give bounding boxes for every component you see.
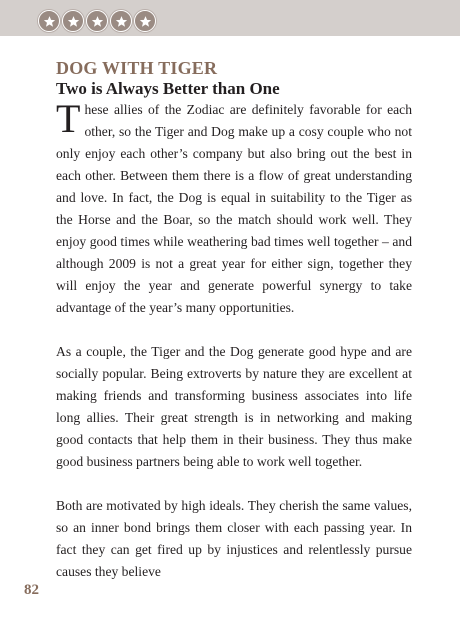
paragraph-1-text: hese allies of the Zodiac are definitely favorable for each other, so the Tiger and Dog make up a cosy couple who not only enjoy each other’s company but also bring out the best in each other. Between them there is a flow of great understanding and love. In fact, the Dog is equal in suitability to the Tiger as the Horse and the Boar, so the match should work well. They enjoy good times while weathering bad times well together – and although 2009 is not a great year for either sign, together they will enjoy the year and generate powerful synergy to take advantage of the year’s many opportunities. [56, 102, 412, 315]
star-icon [62, 10, 84, 32]
drop-cap: T [56, 96, 81, 141]
star-icon [86, 10, 108, 32]
paragraph-1 [56, 96, 412, 319]
page-number: 82 [24, 582, 39, 598]
rating-stars [38, 10, 156, 32]
article-body [56, 58, 412, 583]
star-icon [38, 10, 60, 32]
header-band [0, 0, 460, 36]
section-heading: DOG WITH TIGER [56, 58, 218, 78]
paragraph-2: As a couple, the Tiger and the Dog generate good hype and are socially popular. Being extroverts by nature they are excellent at making friends and transforming business associates into life long allies. Their great strength is in networking and making good contacts that help them in their business. They thus make good business partners being able to work well together. [56, 344, 412, 469]
paragraph-3: Both are motivated by high ideals. They cherish the same values, so an inner bond brings them closer with each passing year. In fact they can get fired up by injustices and relentlessly pursue causes they believe [56, 498, 412, 579]
star-icon [134, 10, 156, 32]
star-icon [110, 10, 132, 32]
section-subheading: Two is Always Better than One [56, 79, 280, 98]
